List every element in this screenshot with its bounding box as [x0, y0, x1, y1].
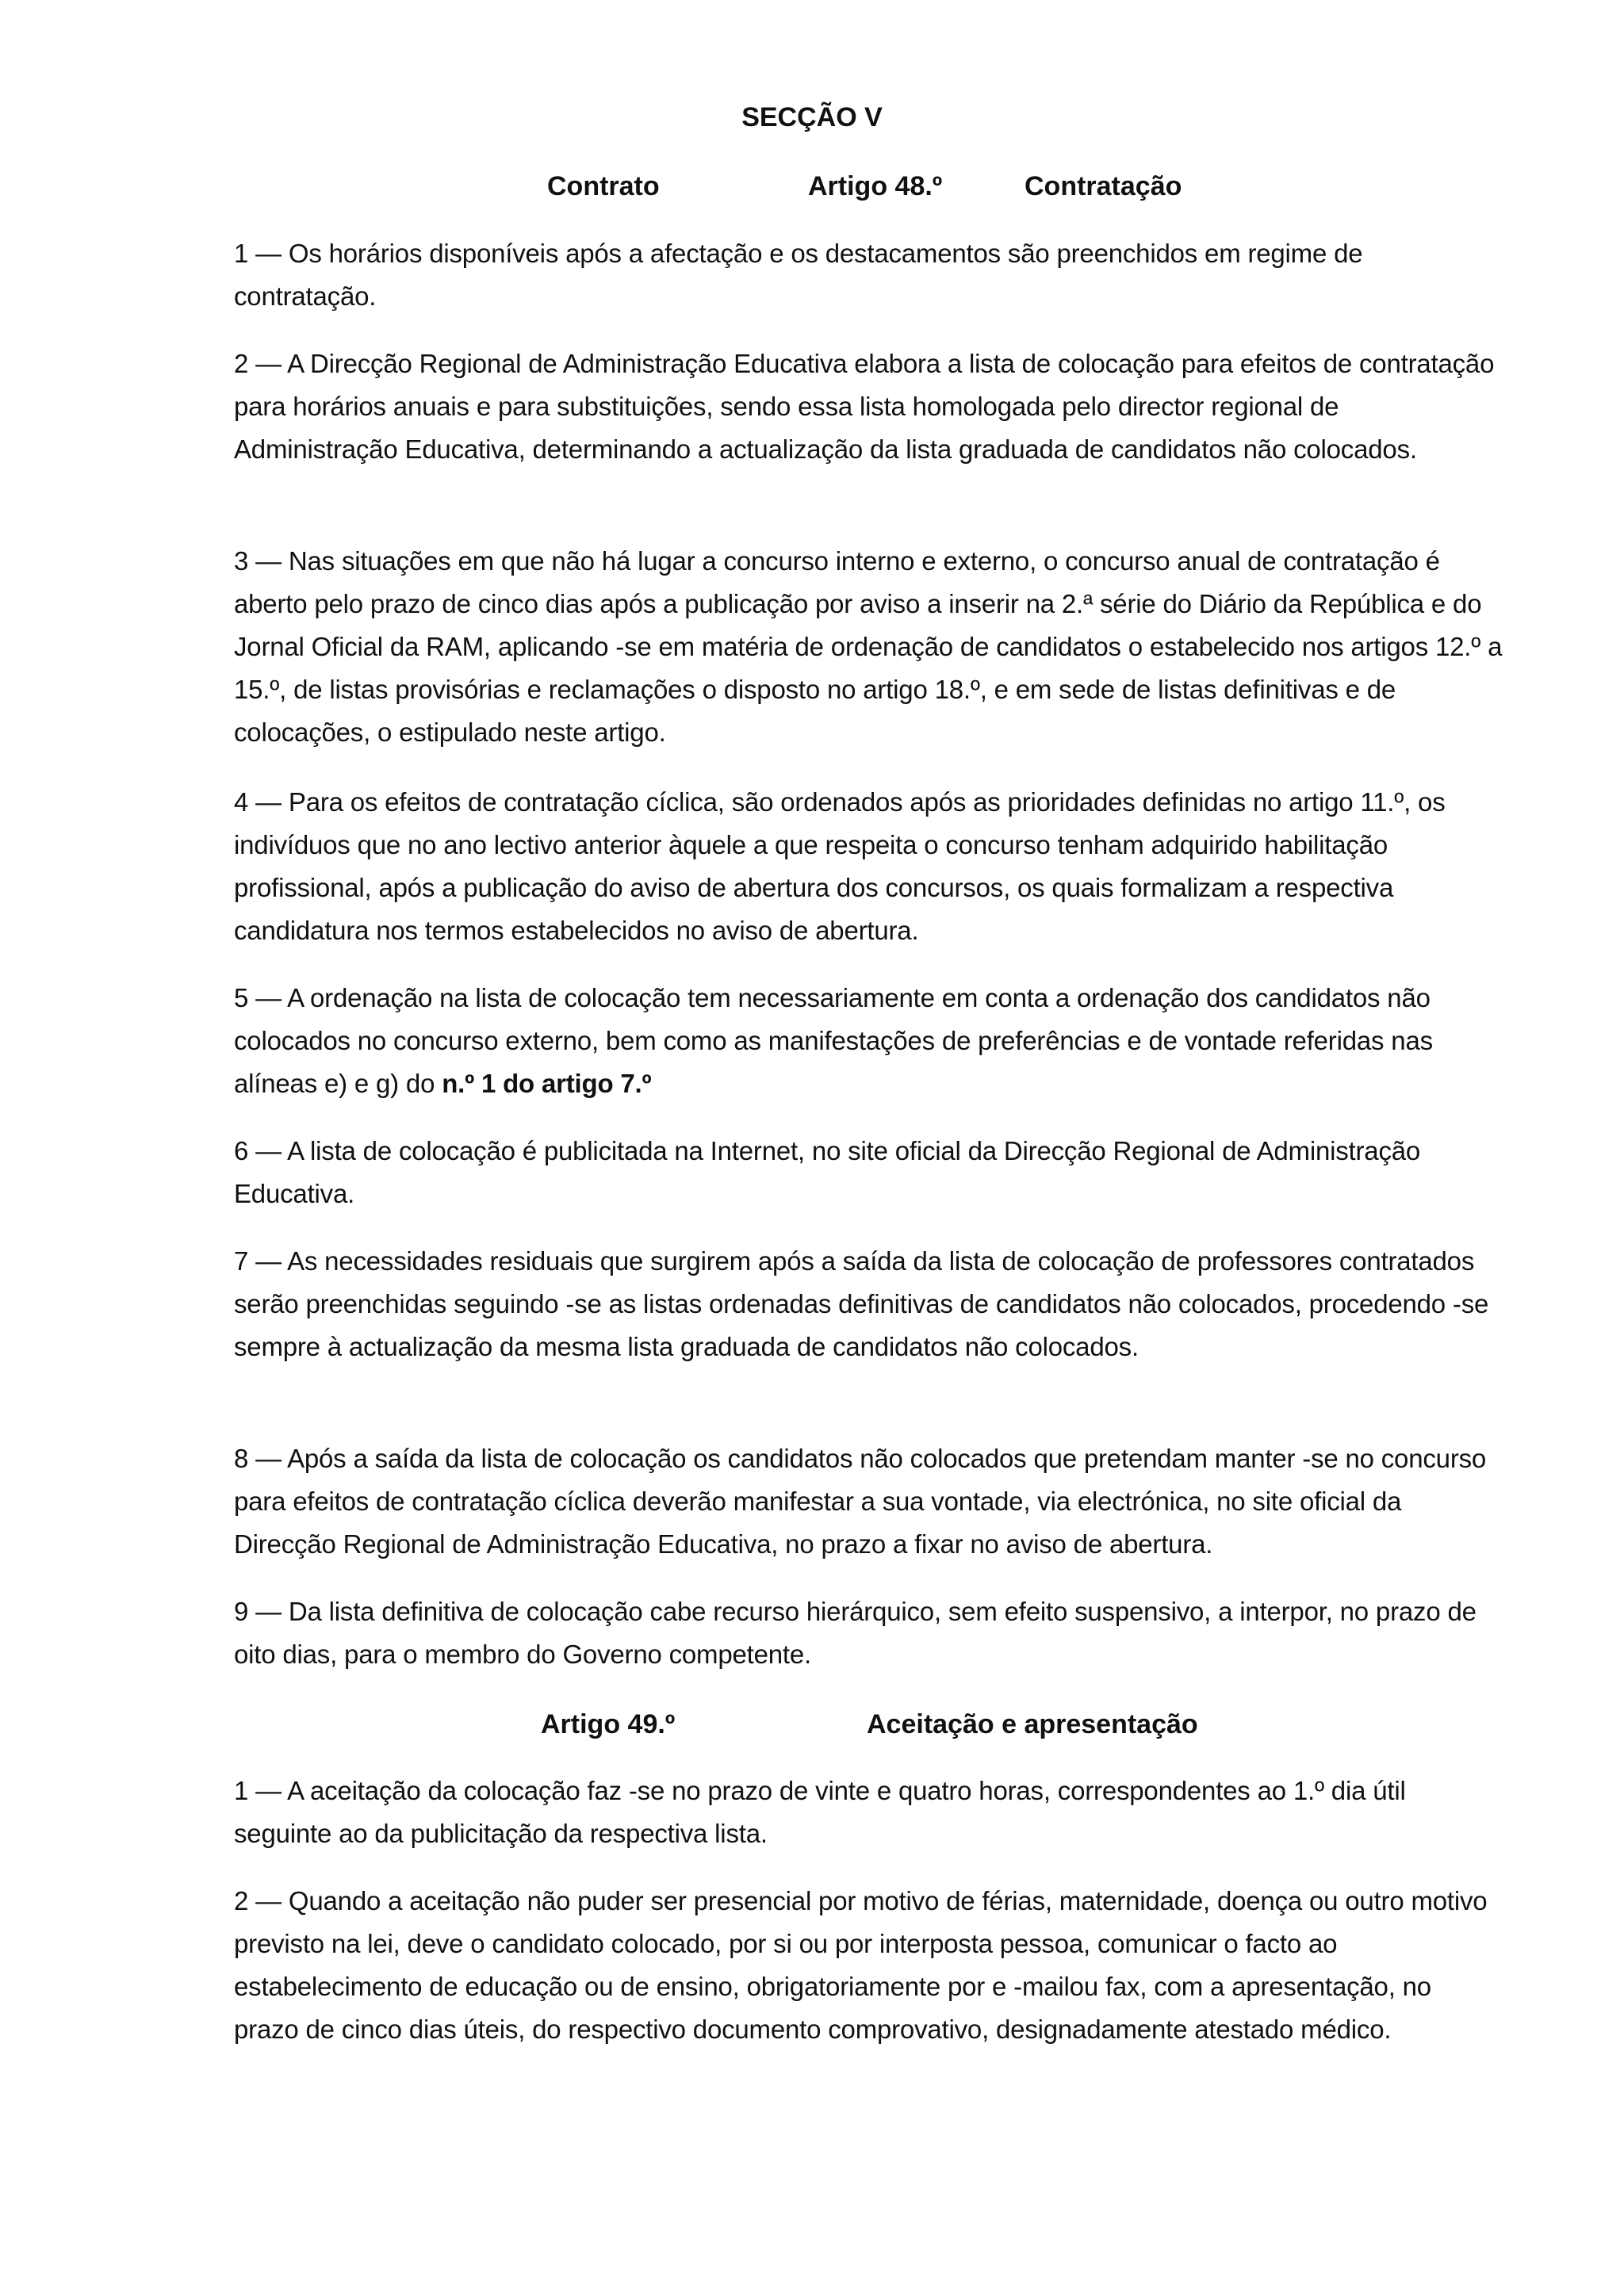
article-48-title: Contratação	[1025, 171, 1182, 201]
article-49-title: Aceitação e apresentação	[867, 1709, 1198, 1739]
article-48-paragraph-5-text: 5 — A ordenação na lista de colocação tem necessariamente em conta a ordenação dos candidatos não colocados no concurso externo, bem como as manifestações de preferências e de vontade referidas nas alíneas e) e g) do	[234, 983, 1433, 1098]
article-48-paragraph-6: 6 — A lista de colocação é publicitada na Internet, no site oficial da Direcção Regional de Administração Educativa.	[234, 1136, 1421, 1208]
article-48-paragraph-8: 8 — Após a saída da lista de colocação os candidatos não colocados que pretendam manter -se no concurso para efeitos de contratação cíclica deverão manifestar a sua vontade, via electrónica, no site oficial da Direcção Regional de Administração Educativa, no prazo a fixar no aviso de abertura.	[234, 1444, 1487, 1559]
article-48-label-left: Contrato	[547, 171, 660, 201]
article-48-paragraph-3: 3 — Nas situações em que não há lugar a concurso interno e externo, o concurso anual de contratação é aberto pelo prazo de cinco dias após a publicação por aviso a inserir na 2.ª série do Diário da República e do Jornal Oficial da RAM, aplicando -se em matéria de ordenação de candidatos o estabelecido nos artigos 12.º a 15.º, de listas provisórias e reclamações o disposto no artigo 18.º, e em sede de listas definitivas e de colocações, o estipulado neste artigo.	[234, 546, 1503, 747]
article-48-paragraph-5	[234, 977, 1503, 1105]
article-48-paragraph-5-reference: n.º 1 do artigo 7.º	[442, 1069, 652, 1098]
article-48-paragraph-9: 9 — Da lista definitiva de colocação cabe recurso hierárquico, sem efeito suspensivo, a interpor, no prazo de oito dias, para o membro do Governo competente.	[234, 1597, 1477, 1669]
article-49-number: Artigo 49.º	[541, 1709, 676, 1739]
article-49-paragraph-1: 1 — A aceitação da colocação faz -se no prazo de vinte e quatro horas, correspondentes ao 1.º dia útil seguinte ao da publicitação da respectiva lista.	[234, 1776, 1406, 1848]
article-48-paragraph-1: 1 — Os horários disponíveis após a afectação e os destacamentos são preenchidos em regime de contratação.	[234, 239, 1363, 311]
article-49-heading	[0, 1707, 1624, 1747]
article-48-paragraph-7: 7 — As necessidades residuais que surgirem após a saída da lista de colocação de professores contratados serão preenchidas seguindo -se as listas ordenadas definitivas de candidatos não colocados, procedendo -se sempre à actualização da mesma lista graduada de candidatos não colocados.	[234, 1246, 1489, 1361]
article-48-paragraph-4: 4 — Para os efeitos de contratação cíclica, são ordenados após as prioridades definidas no artigo 11.º, os indivíduos que no ano lectivo anterior àquele a que respeita o concurso tenham adquirido habilitação profissional, após a publicação do aviso de abertura dos concursos, os quais formalizam a respectiva candidatura nos termos estabelecidos no aviso de abertura.	[234, 787, 1446, 945]
article-48-heading	[0, 169, 1624, 209]
section-title: SECÇÃO V	[741, 102, 883, 132]
article-48-paragraph-2: 2 — A Direcção Regional de Administração Educativa elabora a lista de colocação para efeitos de contratação para horários anuais e para substituições, sendo essa lista homologada pelo director regional de Administração Educativa, determinando a actualização da lista graduada de candidatos não colocados.	[234, 349, 1495, 464]
article-49-paragraph-2: 2 — Quando a aceitação não puder ser presencial por motivo de férias, maternidade, doença ou outro motivo previsto na lei, deve o candidato colocado, por si ou por interposta pessoa, comunicar o facto ao estabelecimento de educação ou de ensino, obrigatoriamente por e -mailou fax, com a apresentação, no prazo de cinco dias úteis, do respectivo documento comprovativo, designadamente atestado médico.	[234, 1886, 1488, 2044]
article-48-number: Artigo 48.º	[808, 171, 943, 201]
